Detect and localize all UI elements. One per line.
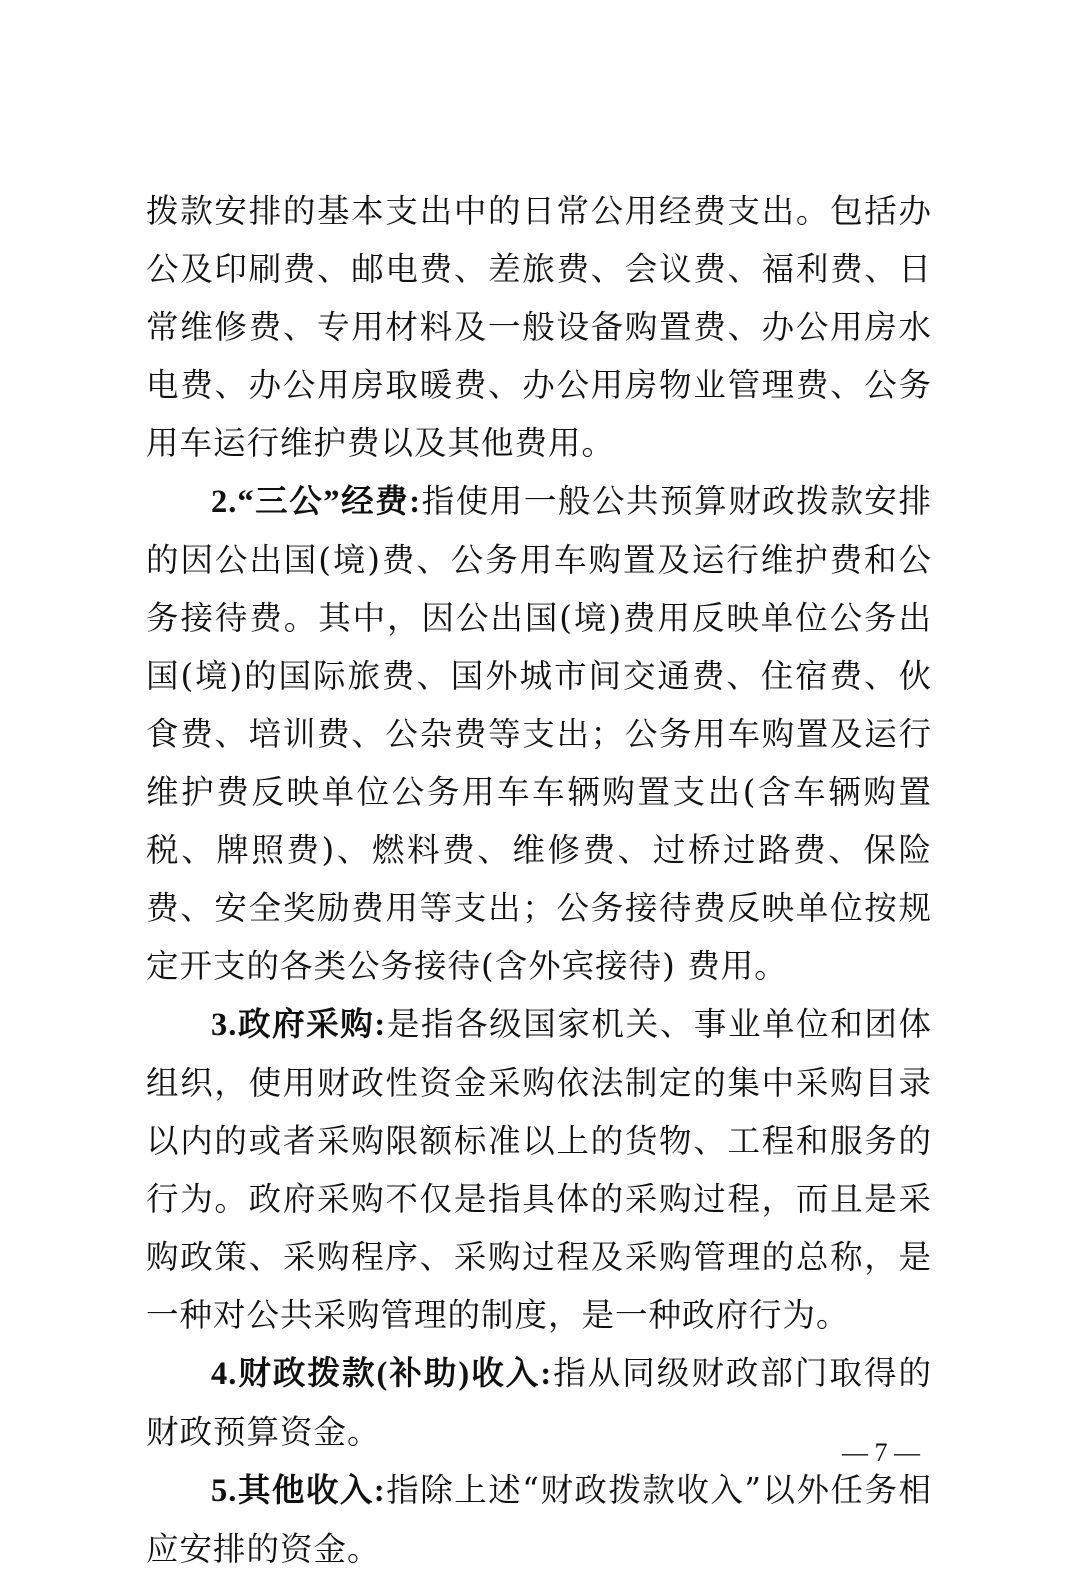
paragraph-text: 是指各级国家机关、事业单位和团体组织，使用财政性资金采购依法制定的集中采购目录以内的或者采购限额标准以上的货物、工程和服务的行为。政府采购不仅是指具体的采购过程，而且是采购政策、采购程序、采购过程及采购管理的总称，是一种对公共采购管理的制度，是一种政府行为。 — [146, 1005, 932, 1334]
term-label: 5.其他收入: — [211, 1473, 386, 1509]
paragraph-text: 指从同级财政部门取得的财政预算资金。 — [146, 1354, 932, 1451]
term-label: 2.“三公”经费: — [211, 484, 422, 520]
paragraph-three-public-expenses — [146, 472, 932, 995]
paragraph-text: 指除上述“财政拨款收入”以外任务相应安排的资金。 — [146, 1471, 932, 1568]
paragraph-government-procurement — [146, 995, 932, 1344]
term-label: 3.政府采购: — [211, 1007, 387, 1043]
term-label: 4.财政拨款(补助)收入: — [211, 1356, 553, 1392]
paragraph-text: 指使用一般公共预算财政拨款安排的因公出国(境)费、公务用车购置及运行维护费和公务接待费。其中，因公出国(境)费用反映单位公务出国(境)的国际旅费、国外城市间交通费、住宿费、伙食费、培训费、公杂费等支出；公务用车购置及运行维护费反映单位公务用车车辆购置支出(含车辆购置税、牌照费)、燃料费、维修费、过桥过路费、保险费、安全奖励费用等支出；公务接待费反映单位按规定开支的各类公务接待(含外宾接待) 费用。 — [146, 482, 932, 985]
page-number: — 7 — — [842, 1438, 920, 1467]
paragraph-text: 拨款安排的基本支出中的日常公用经费支出。包括办公及印刷费、邮电费、差旅费、会议费、福利费、日常维修费、专用材料及一般设备购置费、办公用房水电费、办公用房取暖费、办公用房物业管理费、公务用车运行维护费以及其他费用。 — [146, 192, 932, 462]
paragraph-continued — [146, 182, 932, 472]
paragraph-fiscal-appropriation-income — [146, 1344, 932, 1461]
document-body — [146, 182, 932, 1578]
